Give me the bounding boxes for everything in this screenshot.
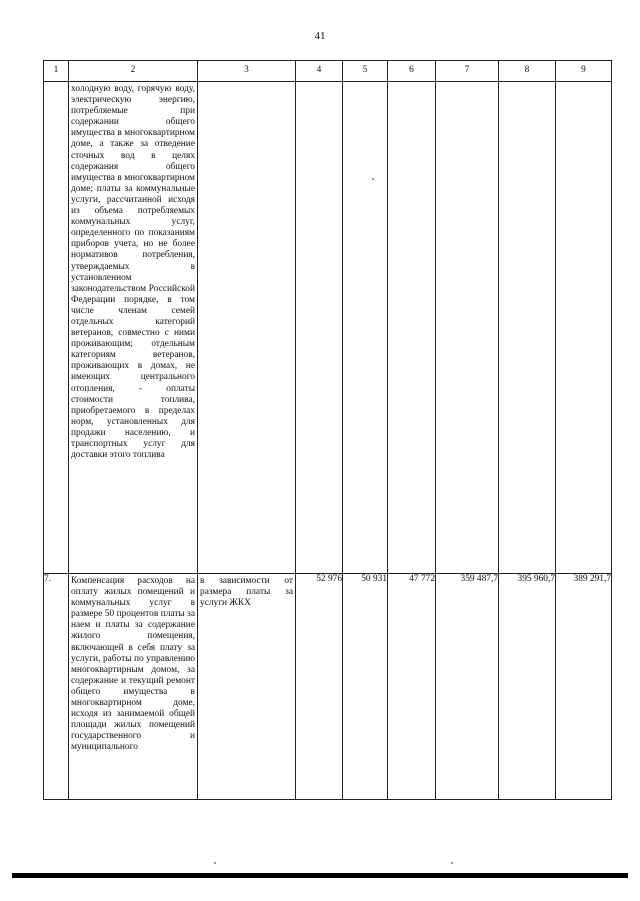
table-row bbox=[44, 574, 612, 800]
budget-table bbox=[43, 60, 612, 800]
header-cell: 2 bbox=[69, 61, 198, 82]
value-cell: 395 960,7 bbox=[499, 574, 556, 800]
scan-speck bbox=[372, 178, 374, 180]
condition-text: в зависимости от размера платы за услуги ЖКХ bbox=[200, 576, 293, 609]
description-text: холодную воду, горячую воду, электрическую энергию, потребляемые при содержании общего имущества в многоквартирном доме, а также за отведение сточных вод в целях содержания общего имущества в многоквартирном доме; платы за коммунальные услуги, рассчитанной исходя из объема потребляемых коммунальных услуг, определенного по показаниям приборов учета, но не более нормативов потребления, утверждаемых в установленном законодательством Российской Федерации порядке, в том числе членам семей отдельных категорий ветеранов, совместно с ними проживающим; отдельным категориям ветеранов, проживающих в домах, не имеющих центрального отопления, - оплаты стоимости топлива, приобретаемого в пределах норм, установленных для продажи населению, и транспортных услуг для доставки этого топлива bbox=[71, 84, 195, 461]
page-number: 41 bbox=[314, 30, 326, 42]
header-cell: 6 bbox=[388, 61, 436, 82]
header-cell: 9 bbox=[556, 61, 612, 82]
value-cell bbox=[556, 82, 612, 574]
row-index-cell: 7. bbox=[44, 574, 69, 800]
condition-cell bbox=[198, 574, 296, 800]
value-cell: 52 976 bbox=[296, 574, 343, 800]
header-cell: 4 bbox=[296, 61, 343, 82]
header-cell: 1 bbox=[44, 61, 69, 82]
description-text: Компенсация расходов на оплату жилых помещений и коммунальных услуг в размере 50 процентов платы за наем и платы за содержание жилого помещения, включающей в себя плату за услуги, работы по управлению многоквартирным домом, за содержание и текущий ремонт общего имущества в многоквартирном доме, исходя из занимаемой общей площади жилых помещений государственного и муниципального bbox=[71, 576, 195, 753]
value-cell: 50 931 bbox=[343, 574, 388, 800]
value-cell: 389 291,7 bbox=[556, 574, 612, 800]
header-cell: 7 bbox=[436, 61, 499, 82]
scan-speck bbox=[451, 862, 453, 864]
value-cell: 47 772 bbox=[388, 574, 436, 800]
bottom-rule bbox=[12, 873, 628, 878]
table-header-row bbox=[44, 61, 612, 82]
value-cell bbox=[499, 82, 556, 574]
header-cell: 3 bbox=[198, 61, 296, 82]
value-cell bbox=[436, 82, 499, 574]
description-cell bbox=[69, 574, 198, 800]
header-cell: 5 bbox=[343, 61, 388, 82]
header-cell: 8 bbox=[499, 61, 556, 82]
table-row bbox=[44, 82, 612, 574]
condition-cell bbox=[198, 82, 296, 574]
row-index-cell bbox=[44, 82, 69, 574]
value-cell bbox=[388, 82, 436, 574]
value-cell: 359 487,7 bbox=[436, 574, 499, 800]
description-cell bbox=[69, 82, 198, 574]
scan-speck bbox=[214, 862, 216, 864]
value-cell bbox=[343, 82, 388, 574]
value-cell bbox=[296, 82, 343, 574]
